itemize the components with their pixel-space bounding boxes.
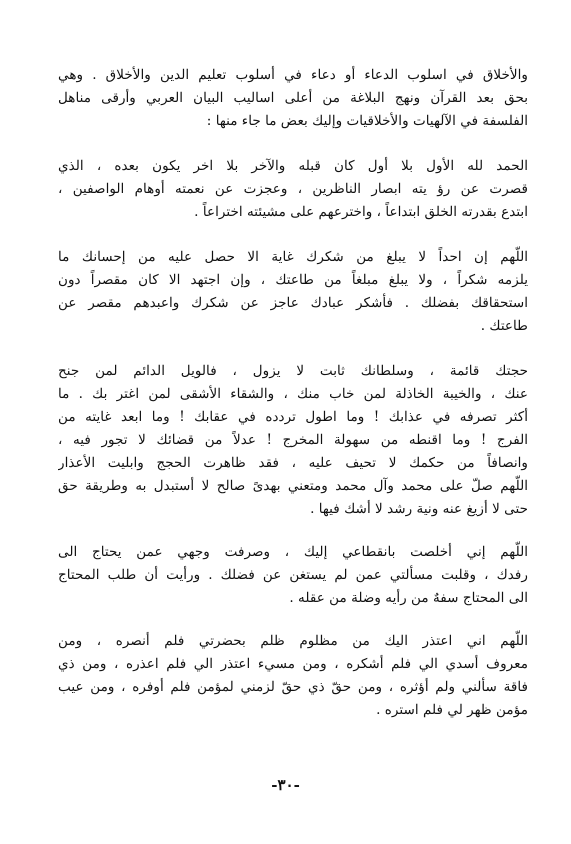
paragraph-gap — [58, 610, 528, 630]
text-line: عنك ، والخيبة الخاذلة لمن خاب منك ، والشقاء الأشقى لمن اغتر بك . ما — [58, 386, 528, 402]
text-line: ابتدع بقدرته الخلق ابتداعاً ، واخترعهم على مشيئته اختراعاً . — [194, 204, 528, 220]
text-line: الحمد لله الأول بلا أول كان قبله والآخر بلا اخر يكون بعده ، الذي — [58, 158, 528, 174]
paragraph-gap — [58, 224, 528, 246]
text-line: طاعتك . — [480, 318, 528, 334]
paragraph-authority — [58, 360, 528, 521]
page-body — [58, 64, 528, 722]
paragraph-devotion — [58, 541, 528, 610]
text-line: والأخلاق في اسلوب الدعاء أو دعاء في أسلوب تعليم الدين والأخلاق . وهي — [58, 67, 528, 83]
text-line: الفلسفة في الآلهيات والأخلاقيات وإليك بعض ما جاء منها : — [206, 113, 528, 129]
paragraph-gap — [58, 133, 528, 155]
text-line: استحقاقك بفضلك . فأشكر عبادك عاجز عن شكرك واعبدهم مقصر عن — [58, 295, 528, 311]
text-line: اللّهم اني اعتذر اليك من مظلوم ظلم بحضرتي فلم أنصره ، ومن — [58, 633, 528, 649]
text-line: معروف أسدي الي فلم أشكره ، ومن مسيء اعتذر الي فلم اعذره ، ومن ذي — [58, 656, 528, 672]
text-line: الفرج ! وما اقنطه من سهولة المخرج ! عدلاً من قضائك لا تجور فيه ، — [58, 432, 528, 448]
paragraph-intro — [58, 64, 528, 133]
paragraph-gap — [58, 338, 528, 360]
text-line: رفدك ، وقلبت مسألتي عمن لم يستغن عن فضلك . ورأيت أن طلب المحتاج — [58, 567, 528, 583]
text-line: الى المحتاج سفهٌ من رأيه وضلة من عقله . — [289, 590, 528, 606]
text-line: اللّهم إني أخلصت بانقطاعي إليك ، وصرفت وجهي عمن يحتاج الى — [58, 544, 528, 560]
text-line: فاقة سألني ولم أؤثره ، ومن حقّ ذي حقّ لزمني لمؤمن فلم أوفره ، ومن عيب — [58, 679, 528, 695]
text-line: مؤمن ظهر لي فلم استره . — [376, 702, 528, 718]
text-line: يلزمه شكراً ، ولا يبلغ مبلغاً من طاعتك ، وإن اجتهد الا كان مقصراً دون — [58, 272, 528, 288]
text-line: بحق بعد القرآن ونهج البلاغة من أعلى اساليب البيان العربي وأرقى مناهل — [58, 90, 528, 106]
page-number: -٣٠- — [271, 776, 300, 794]
text-line: حتى لا أزيغ عنه ونية رشد لا أشك فيها . — [310, 501, 528, 517]
paragraph-gap — [58, 521, 528, 541]
paragraph-gratitude — [58, 246, 528, 338]
text-line: وانصافاً من حكمك لا تحيف عليه ، فقد ظاهرت الحجج وابليت الأعذار — [58, 455, 528, 471]
text-line: أكثر تصرفه في عذابك ! وما اطول تردده في عقابك ! وما ابعد غايته من — [58, 409, 528, 425]
text-line: اللّهم إن احداً لا يبلغ من شكرك غاية الا حصل عليه من إحسانك ما — [58, 249, 528, 265]
text-line: اللّهم صلّ على محمد وآل محمد ومتعني بهدىً صالح لا أستبدل به وطريقة حق — [58, 478, 528, 494]
text-line: قصرت عن رؤ يته ابصار الناظرين ، وعجزت عن نعمته أوهام الواصفين ، — [58, 181, 528, 197]
paragraph-apology — [58, 630, 528, 722]
paragraph-praise — [58, 155, 528, 224]
text-line: حجتك قائمة ، وسلطانك ثابت لا يزول ، فالويل الدائم لمن جنح — [58, 363, 528, 379]
